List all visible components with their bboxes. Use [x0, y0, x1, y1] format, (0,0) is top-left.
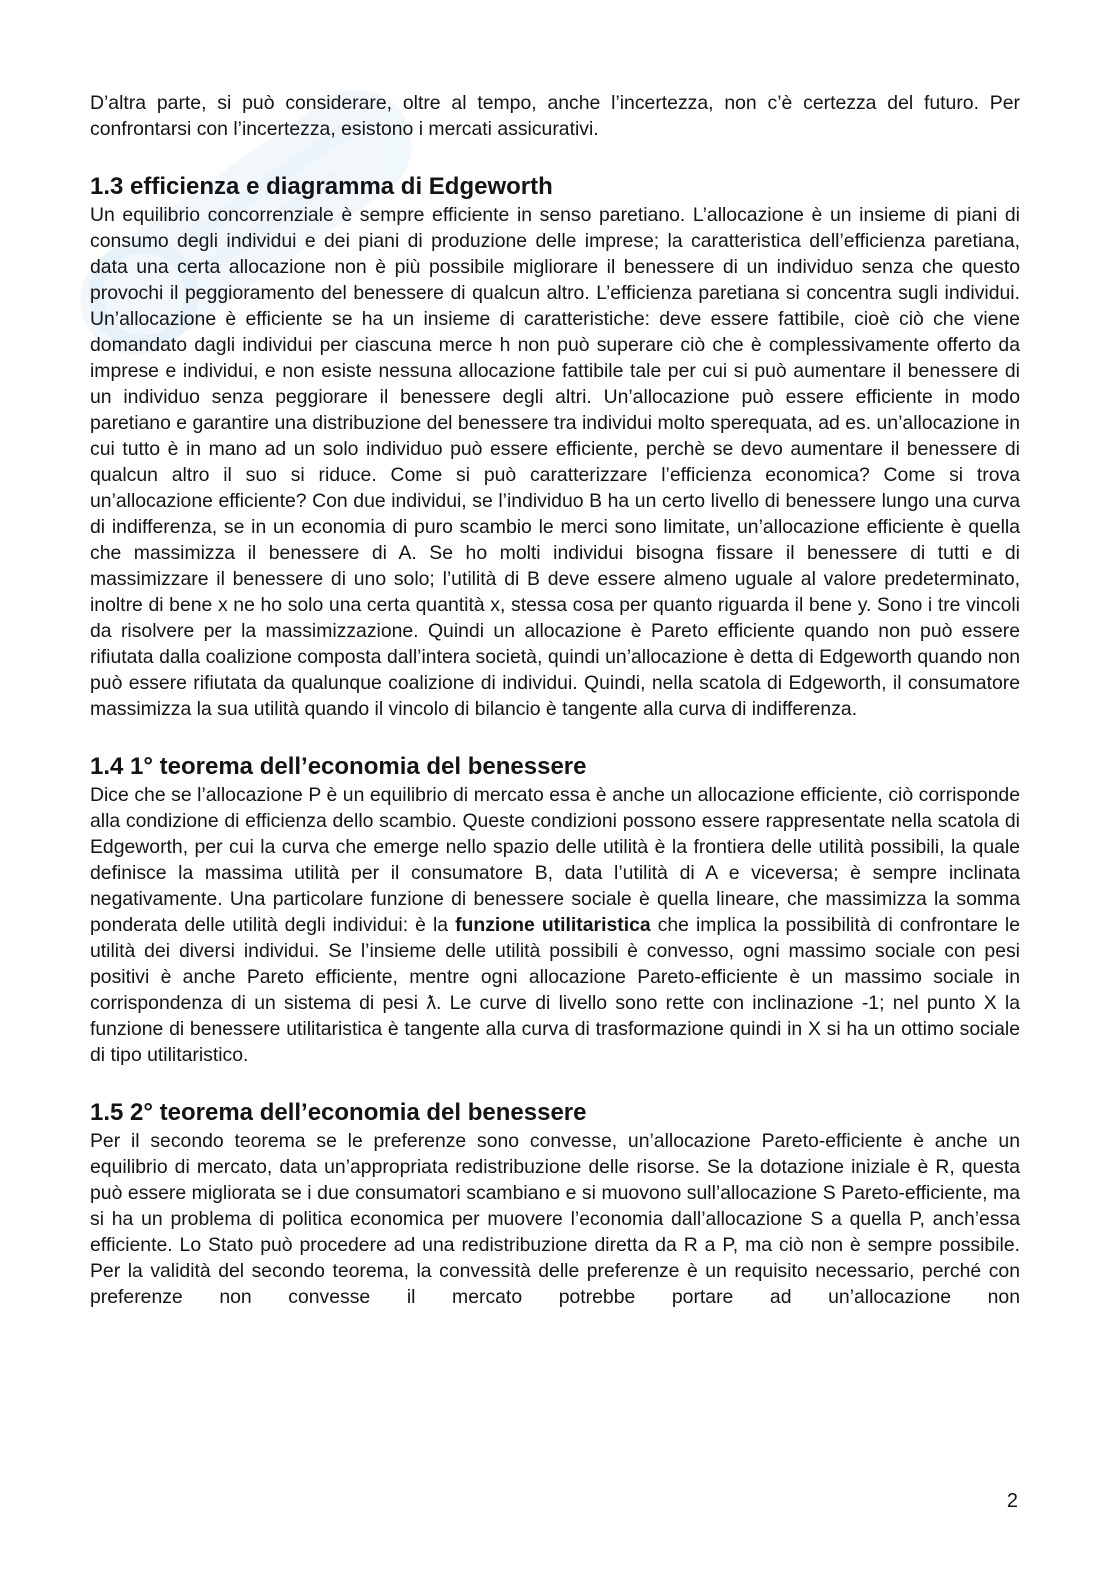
section-1-4-text-b: che implica la possibilità di confrontare le utilità dei diversi individui. Se l’insieme delle utilità possibili è convesso, ogni massimo sociale con pesi positivi è anche Pareto efficiente, mentre ogni allocazione Pareto-efficiente è un massimo sociale in corrispondenza di un sistema di pesi ƛ. Le curve di livello sono rette con inclinazione -1; nel punto X la funzione di benessere utilitaristica è tangente alla curva di trasformazione quindi in X si ha un ottimo sociale di tipo utilitaristico.: [90, 914, 1021, 1066]
section-1-4-body: [90, 782, 1020, 1068]
page-number: 2: [1006, 1490, 1018, 1512]
keyword-funzione-utilitaristica: funzione utilitaristica: [455, 914, 651, 936]
section-heading-1-4: 1.4 1° teorema dell’economia del benessere: [90, 753, 587, 780]
section-heading-1-3: 1.3 efficienza e diagramma di Edgeworth: [90, 173, 553, 200]
document-page: [90, 90, 1020, 1310]
section-1-3-body: Un equilibrio concorrenziale è sempre efficiente in senso paretiano. L’allocazione è un insieme di piani di consumo degli individui e dei piani di produzione delle imprese; la caratteristica dell’efficienza paretiana, data una certa allocazione non è più possibile migliorare il benessere di un individuo senza che questo provochi il peggioramento del benessere di qualcun altro. L’efficienza paretiana si concentra sugli individui. Un’allocazione è efficiente se ha un insieme di caratteristiche: deve essere fattibile, cioè ciò che viene domandato dagli individui per ciascuna merce h non può superare ciò che è complessivamente offerto da imprese e individui, e non esiste nessuna allocazione fattibile tale per cui si può aumentare il benessere di un individuo senza peggiorare il benessere degli altri. Un’allocazione può essere efficiente in modo paretiano e garantire una distribuzione del benessere tra individui molto sperequata, ad es. un’allocazione in cui tutto è in mano ad un solo individuo può essere efficiente, perchè se devo aumentare il benessere di qualcun altro il suo si riduce. Come si può caratterizzare l’efficienza economica? Come si trova un’allocazione efficiente? Con due individui, se l’individuo B ha un certo livello di benessere lungo una curva di indifferenza, se in un economia di puro scambio le merci sono limitate, un’allocazione efficiente è quella che massimizza il benessere di A. Se ho molti individui bisogna fissare il benessere di tutti e di massimizzare il benessere di uno solo; l’utilità di B deve essere almeno uguale al valore predeterminato, inoltre di bene x ne ho solo una certa quantità x, stessa cosa per quanto riguarda il bene y. Sono i tre vincoli da risolvere per la massimizzazione. Quindi un allocazione è Pareto efficiente quando non può essere rifiutata dalla coalizione composta dall’intera società, quindi un’allocazione è detta di Edgeworth quando non può essere rifiutata da qualunque coalizione di individui. Quindi, nella scatola di Edgeworth, il consumatore massimizza la sua utilità quando il vincolo di bilancio è tangente alla curva di indifferenza.: [90, 204, 1020, 720]
intro-paragraph: D’altra parte, si può considerare, oltre al tempo, anche l’incertezza, non c’è certezza del futuro. Per confrontarsi con l’incertezza, esistono i mercati assicurativi.: [90, 92, 1020, 140]
section-heading-1-5: 1.5 2° teorema dell’economia del benessere: [90, 1099, 587, 1126]
section-1-5-body: Per il secondo teorema se le preferenze sono convesse, un’allocazione Pareto-efficiente è anche un equilibrio di mercato, data un’appropriata redistribuzione delle risorse. Se la dotazione iniziale è R, questa può essere migliorata se i due consumatori scambiano e si muovono sull’allocazione S Pareto-efficiente, ma si ha un problema di politica economica per muovere l’economia dall’allocazione S a quella P, anch’essa efficiente. Lo Stato può procedere ad una redistribuzione diretta da R a P, ma ciò non è sempre possibile. Per la validità del secondo teorema, la convessità delle preferenze è un requisito necessario, perché con preferenze non convesse il mercato potrebbe portare ad un’allocazione non: [90, 1130, 1020, 1308]
section-1-4-text-a: Dice che se l’allocazione P è un equilibrio di mercato essa è anche un allocazione efficiente, ciò corrisponde alla condizione di efficienza dello scambio. Queste condizioni possono essere rappresentate nella scatola di Edgeworth, per cui la curva che emerge nello spazio delle utilità è la frontiera delle utilità possibili, la quale definisce la massima utilità per il consumatore B, data l’utilità di A e viceversa; è sempre inclinata negativamente. Una particolare funzione di benessere sociale è quella lineare, che massimizza la somma ponderata delle utilità degli individui: è la: [90, 784, 1020, 936]
